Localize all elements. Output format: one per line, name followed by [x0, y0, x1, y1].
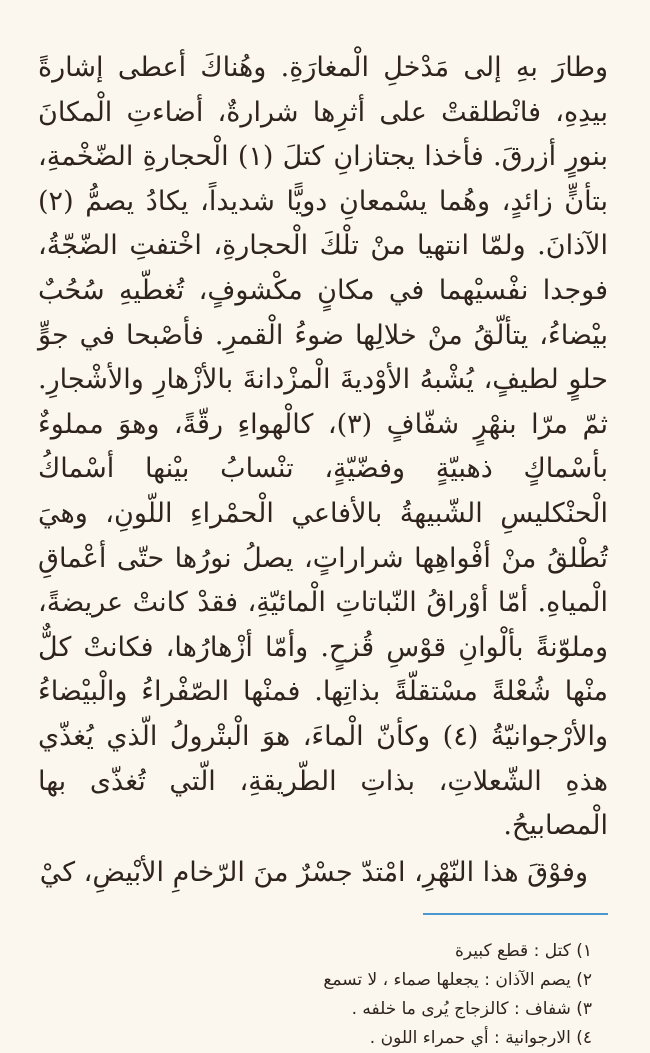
footnotes [38, 937, 608, 1053]
body-paragraph-2: وفوْقَ هذا النّهْرِ، امْتدّ جسْرٌ منَ الرّخامِ الأبْيضِ، كيْ [39, 856, 588, 888]
footnote-3: ٣) شفاف : كالزجاج يُرى ما خلفه . [351, 999, 592, 1020]
body-paragraph-1: وطارَ بهِ إلى مَدْخلِ الْمغارَةِ. وهُناكَ أعطى إشارةً بيدِهِ، فانْطلقتْ على أثرِها شرارةٌ، أضاءتِ الْمكانَ بنورٍ أزرقَ. فأخذا يجتازانِ كتلَ (١) الْحجارةِ الضّخْمةِ، بتأنٍّ زائدٍ، وهُما يسْمعانِ دويًّا شديداً، يكادُ يصمُّ (٢) الآذانَ. ولمّا انتهيا منْ تلْكَ الْحجارةِ، اخْتفتِ الضّجّةُ، فوجدا نفْسيْهما في مكانٍ مكْشوفٍ، تُغطّيهِ سُحُبٌ بيْضاءُ، يتألّقُ منْ خلالِها ضوءُ الْقمرِ. فأصْبحا في جوٍّ حلوٍ لطيفٍ، يُشْبهُ الأوْديةَ الْمزْدانةَ بالأزْهارِ والأشْجارِ. ثمّ مرّا بنهْرٍ شفّافٍ (٣)، كالْهواءِ رقّةً، وهوَ مملوءٌ بأسْماكٍ ذهبيّةٍ وفضّيّةٍ، تنْسابُ بيْنها أسْماكُ الْحنْكليسِ الشّبيهةُ بالأفاعي الْحمْراءِ اللّونِ، وهيَ تُطْلقُ منْ أفْواهِها شراراتٍ، يصلُ نورُها حتّى أعْماقِ الْمياهِ. أمّا أوْراقُ النّباتاتِ الْمائيّةِ، فقدْ كانتْ عريضةً، وملوّنةً بألْوانِ قوْسِ قُزحٍ. وأمّا أزْهارُها، فكانتْ كلٌّ منْها شُعْلةً مسْتقلّةً بذاتِها. فمنْها الصّفْراءُ والْبيْضاءُ والأرْجوانيّةُ (٤) وكأنّ الْماءَ، هوَ الْبتْرولُ الّذي يُغذّي هذهِ الشّعلاتِ، بذاتِ الطّريقةِ، الّتي تُغذّى بها الْمصابيحُ. [38, 52, 609, 842]
main-text [38, 46, 608, 895]
footnote-1: ١) كتل : قطع كبيرة [455, 941, 592, 962]
footnote-divider [423, 913, 608, 915]
footnote-4: ٤) الارجوانية : أي حمراء اللون . [369, 1028, 592, 1049]
footnote-2: ٢) يصم الآذان : يجعلها صماء ، لا تسمع [323, 970, 592, 991]
